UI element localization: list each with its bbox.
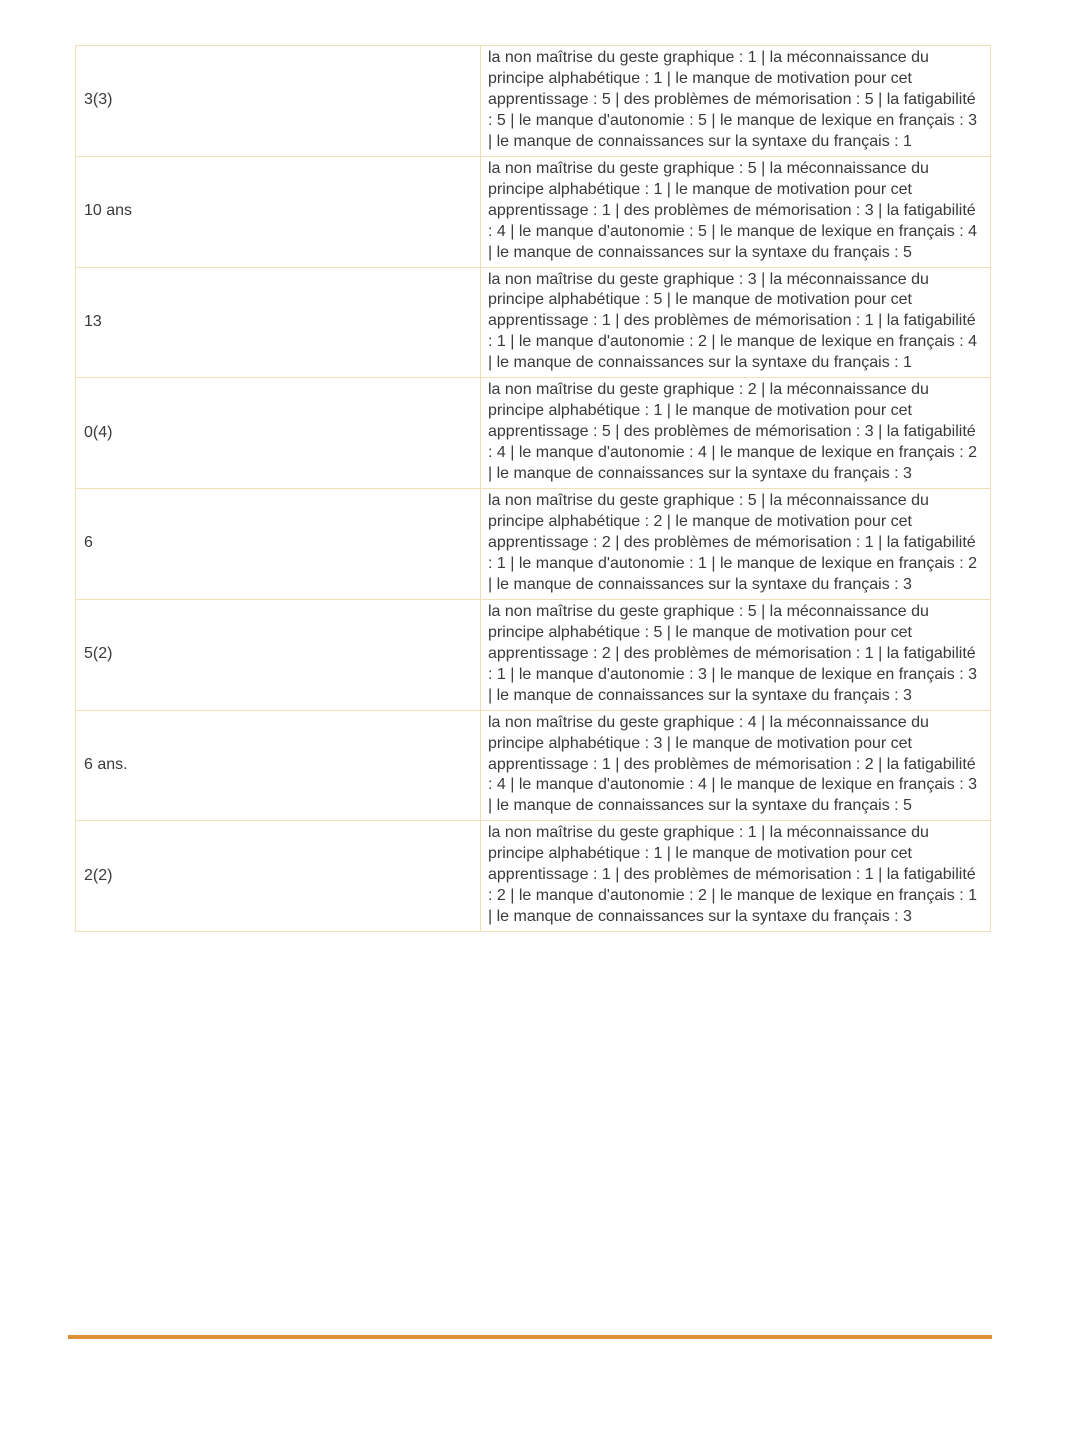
difficulties-cell: la non maîtrise du geste graphique : 2 | la méconnaissance du principe alphabétique : 1 | le manque de motivation pour cet apprentissage : 5 | des problèmes de mémorisation : 3 | la fatigabilité : 4 | le manque d'autonomie : 4 | le manque de lexique en français : 2 | le manque de connaissances sur la syntaxe du français : 3 [481, 378, 991, 489]
respondent-label-cell: 6 ans. [76, 710, 481, 821]
respondent-label-cell: 2(2) [76, 821, 481, 932]
table-row [76, 267, 991, 378]
table-row [76, 378, 991, 489]
respondent-label-cell: 10 ans [76, 156, 481, 267]
table-row [76, 599, 991, 710]
respondent-label-cell: 13 [76, 267, 481, 378]
table-row [76, 156, 991, 267]
difficulties-cell: la non maîtrise du geste graphique : 3 | la méconnaissance du principe alphabétique : 5 | le manque de motivation pour cet apprentissage : 1 | des problèmes de mémorisation : 1 | la fatigabilité : 1 | le manque d'autonomie : 2 | le manque de lexique en français : 4 | le manque de connaissances sur la syntaxe du français : 1 [481, 267, 991, 378]
table-row [76, 710, 991, 821]
respondent-label-cell: 6 [76, 489, 481, 600]
table-row [76, 489, 991, 600]
table-row [76, 46, 991, 157]
difficulties-cell: la non maîtrise du geste graphique : 1 | la méconnaissance du principe alphabétique : 1 | le manque de motivation pour cet apprentissage : 5 | des problèmes de mémorisation : 5 | la fatigabilité : 5 | le manque d'autonomie : 5 | le manque de lexique en français : 3 | le manque de connaissances sur la syntaxe du français : 1 [481, 46, 991, 157]
difficulties-cell: la non maîtrise du geste graphique : 5 | la méconnaissance du principe alphabétique : 2 | le manque de motivation pour cet apprentissage : 2 | des problèmes de mémorisation : 1 | la fatigabilité : 1 | le manque d'autonomie : 1 | le manque de lexique en français : 2 | le manque de connaissances sur la syntaxe du français : 3 [481, 489, 991, 600]
responses-table-body [76, 46, 991, 932]
difficulties-cell: la non maîtrise du geste graphique : 5 | la méconnaissance du principe alphabétique : 5 | le manque de motivation pour cet apprentissage : 2 | des problèmes de mémorisation : 1 | la fatigabilité : 1 | le manque d'autonomie : 3 | le manque de lexique en français : 3 | le manque de connaissances sur la syntaxe du français : 3 [481, 599, 991, 710]
responses-table [75, 45, 991, 932]
difficulties-cell: la non maîtrise du geste graphique : 5 | la méconnaissance du principe alphabétique : 1 | le manque de motivation pour cet apprentissage : 1 | des problèmes de mémorisation : 3 | la fatigabilité : 4 | le manque d'autonomie : 5 | le manque de lexique en français : 4 | le manque de connaissances sur la syntaxe du français : 5 [481, 156, 991, 267]
difficulties-cell: la non maîtrise du geste graphique : 1 | la méconnaissance du principe alphabétique : 1 | le manque de motivation pour cet apprentissage : 1 | des problèmes de mémorisation : 1 | la fatigabilité : 2 | le manque d'autonomie : 2 | le manque de lexique en français : 1 | le manque de connaissances sur la syntaxe du français : 3 [481, 821, 991, 932]
table-row [76, 821, 991, 932]
respondent-label-cell: 3(3) [76, 46, 481, 157]
difficulties-cell: la non maîtrise du geste graphique : 4 | la méconnaissance du principe alphabétique : 3 | le manque de motivation pour cet apprentissage : 1 | des problèmes de mémorisation : 2 | la fatigabilité : 4 | le manque d'autonomie : 4 | le manque de lexique en français : 3 | le manque de connaissances sur la syntaxe du français : 5 [481, 710, 991, 821]
section-divider-rule [68, 1335, 992, 1339]
respondent-label-cell: 5(2) [76, 599, 481, 710]
respondent-label-cell: 0(4) [76, 378, 481, 489]
